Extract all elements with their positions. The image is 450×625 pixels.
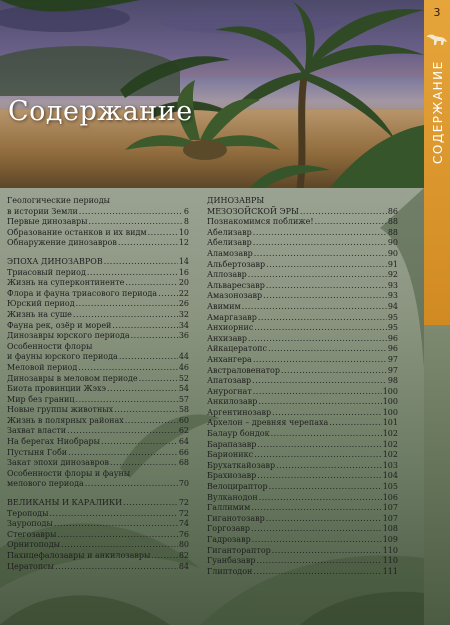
- toc-leader-dots: [257, 471, 382, 482]
- toc-entry-page: 92: [387, 270, 398, 280]
- toc-leader-dots: [266, 514, 382, 525]
- toc-entry[interactable]: [207, 482, 398, 493]
- toc-leader-dots: [242, 302, 387, 313]
- toc-entry-page: 72: [178, 498, 189, 508]
- toc-entry-page: 101: [382, 418, 398, 428]
- toc-leader-dots: [78, 363, 178, 374]
- toc-entry-title: Стегозавры: [7, 529, 57, 539]
- toc-entry-page: 108: [382, 524, 398, 534]
- toc-leader-dots: [258, 313, 387, 324]
- toc-leader-dots: [258, 397, 381, 408]
- section-side-tab: [424, 0, 450, 325]
- toc-leader-dots: [131, 331, 178, 342]
- toc-entry[interactable]: [207, 408, 398, 419]
- toc-leader-dots: [263, 291, 387, 302]
- toc-entry-title: Велоцираптор: [207, 482, 268, 492]
- toc-leader-dots: [55, 562, 178, 573]
- toc-entry-title: Биота провинции Жэхэ: [7, 384, 107, 394]
- toc-entry[interactable]: [207, 387, 398, 398]
- toc-entry-page: 110: [382, 545, 398, 555]
- toc-leader-dots: [112, 321, 177, 332]
- toc-entry-page: 54: [178, 384, 189, 394]
- toc-entry-title: Цератопсы: [7, 561, 55, 571]
- toc-entry-title: Вулканодон: [207, 492, 258, 502]
- toc-leader-dots: [67, 426, 178, 437]
- toc-entry[interactable]: [7, 551, 189, 562]
- toc-entry-title: Закат эпохи динозавров: [7, 458, 109, 468]
- toc-entry-title: МЕЗОЗОЙСКОЙ ЭРЫ: [207, 206, 299, 216]
- toc-entry-page: 62: [178, 426, 189, 436]
- toc-leader-dots: [107, 384, 178, 395]
- toc-entry-title: Брахиозавр: [207, 471, 257, 481]
- toc-leader-dots: [315, 217, 387, 228]
- toc-leader-dots: [329, 418, 381, 429]
- toc-entry[interactable]: [7, 395, 189, 406]
- toc-entry-page: 6: [183, 206, 189, 216]
- toc-leader-dots: [268, 344, 387, 355]
- toc-entry-title: Образование останков и их видм: [7, 227, 147, 237]
- page-number: 3: [433, 6, 441, 19]
- toc-leader-dots: [253, 387, 382, 398]
- toc-entry[interactable]: [207, 249, 398, 260]
- toc-entry-title: Архелон – древняя черепаха: [207, 418, 329, 428]
- toc-entry-title: ВЕЛИКАНЫ И КАРАЛИКИ: [7, 498, 123, 508]
- toc-entry-title: Авимим: [207, 301, 241, 311]
- toc-leader-dots: [148, 228, 178, 239]
- toc-entry-page: 95: [387, 312, 398, 322]
- toc-entry-page: 82: [178, 551, 189, 560]
- toc-entry[interactable]: [207, 546, 398, 557]
- toc-entry-page: 98: [387, 376, 398, 386]
- dinosaur-icon: [426, 30, 448, 46]
- toc-entry-title: Горгозавр: [207, 524, 250, 534]
- toc-entry[interactable]: [7, 299, 189, 310]
- toc-leader-dots: [151, 551, 177, 562]
- toc-entry[interactable]: [207, 556, 398, 567]
- toc-leader-dots: [252, 376, 387, 387]
- toc-entry[interactable]: [7, 509, 189, 520]
- toc-entry-page: 20: [178, 278, 189, 288]
- toc-entry-page: 90: [387, 248, 398, 258]
- toc-entry-page: 76: [178, 529, 189, 539]
- toc-entry-title: Австраловенатор: [207, 365, 280, 375]
- toc-entry[interactable]: [7, 278, 189, 289]
- toc-entry[interactable]: [7, 207, 189, 218]
- toc-leader-dots: [254, 323, 386, 334]
- toc-leader-dots: [68, 448, 178, 459]
- toc-entry[interactable]: [207, 397, 398, 408]
- toc-entry-title: Апатозавр: [207, 376, 252, 386]
- toc-entry-title: Жизнь на суперконтиненте: [7, 278, 125, 288]
- toc-leader-dots: [123, 498, 178, 509]
- toc-leader-dots: [256, 556, 381, 567]
- toc-entry-page: 10: [178, 227, 189, 237]
- toc-leader-dots: [54, 519, 178, 530]
- toc-entry-title: Юрский период: [7, 299, 75, 309]
- toc-entry[interactable]: [7, 331, 189, 342]
- toc-entry-title: Мир без границ: [7, 394, 75, 404]
- toc-entry-page: 14: [178, 256, 189, 266]
- toc-entry[interactable]: [207, 260, 398, 271]
- toc-entry-page: 32: [178, 309, 189, 319]
- toc-entry-title: Триасовый период: [7, 267, 86, 277]
- toc-leader-dots: [253, 238, 387, 249]
- toc-entry[interactable]: [207, 567, 398, 578]
- toc-entry-page: 93: [387, 280, 398, 290]
- toc-leader-dots: [266, 260, 387, 271]
- toc-entry-title: Пустыня Гоби: [7, 447, 68, 457]
- toc-entry-page: 91: [387, 259, 398, 269]
- toc-entry[interactable]: [207, 334, 398, 345]
- toc-entry[interactable]: [7, 228, 189, 239]
- toc-entry[interactable]: [7, 238, 189, 249]
- toc-leader-dots: [118, 238, 178, 249]
- toc-entry[interactable]: [7, 384, 189, 395]
- toc-leader-dots: [85, 479, 178, 490]
- toc-entry-page: 93: [387, 291, 398, 301]
- toc-entry-title: Динозавры юрского периода: [7, 331, 130, 341]
- toc-entry-title: Познакомимся поближе!: [207, 217, 314, 227]
- toc-leader-dots: [271, 429, 382, 440]
- toc-entry[interactable]: [207, 238, 398, 249]
- toc-right-column: [207, 196, 398, 577]
- toc-entry-title: Флора и фауна триасового периода: [7, 288, 158, 298]
- toc-entry-page: 100: [382, 397, 398, 407]
- toc-entry-title: Анхизавр: [207, 333, 247, 343]
- toc-entry-page: 97: [387, 365, 398, 375]
- toc-entry-page: 66: [178, 447, 189, 457]
- toc-entry-title: Орнитоподы: [7, 540, 61, 550]
- palm-trees-illustration: [0, 0, 424, 188]
- toc-leader-dots: [253, 567, 381, 578]
- toc-entry-page: 68: [178, 458, 189, 468]
- toc-entry-page: 107: [382, 503, 398, 513]
- toc-entry-page: 97: [387, 354, 398, 364]
- toc-entry-title: мелового периода: [7, 479, 84, 489]
- toc-leader-dots: [114, 405, 178, 416]
- toc-entry[interactable]: [7, 426, 189, 437]
- toc-entry-title: Аргентинозавр: [207, 407, 272, 417]
- toc-entry[interactable]: [207, 376, 398, 387]
- toc-gap: [7, 249, 189, 257]
- toc-leader-dots: [253, 228, 387, 239]
- toc-entry[interactable]: [7, 530, 189, 541]
- toc-entry[interactable]: [7, 458, 189, 469]
- toc-entry-page: 95: [387, 323, 398, 333]
- hero-illustration: [0, 0, 450, 188]
- toc-left-column: [7, 196, 189, 572]
- toc-entry[interactable]: [7, 268, 189, 279]
- toc-leader-dots: [57, 530, 177, 541]
- toc-entry[interactable]: [7, 519, 189, 530]
- toc-entry[interactable]: [207, 344, 398, 355]
- toc-entry-page: 60: [178, 415, 189, 425]
- toc-entry-title: Анкилозавр: [207, 397, 258, 407]
- toc-leader-dots: [248, 270, 387, 281]
- toc-entry-page: 46: [178, 362, 189, 372]
- toc-leader-dots: [276, 461, 382, 472]
- toc-entry-page: 88: [387, 227, 398, 237]
- toc-entry-title: Фауна рек, озёр и морей: [7, 320, 112, 330]
- toc-entry-page: 52: [178, 373, 189, 383]
- toc-entry-title: Жизнь на суше: [7, 309, 72, 319]
- toc-entry-page: 111: [382, 566, 398, 576]
- toc-entry[interactable]: [207, 217, 398, 228]
- toc-entry-page: 110: [382, 556, 398, 566]
- toc-entry[interactable]: [7, 437, 189, 448]
- toc-entry-title: Меловой период: [7, 362, 78, 372]
- toc-entry[interactable]: [7, 217, 189, 228]
- toc-leader-dots: [300, 207, 387, 218]
- toc-entry[interactable]: [207, 323, 398, 334]
- toc-leader-dots: [73, 310, 178, 321]
- toc-entry-title: ЭПОХА ДИНОЗАВРОВ: [7, 256, 103, 266]
- toc-entry-page: 100: [382, 386, 398, 396]
- toc-entry-page: 106: [382, 492, 398, 502]
- toc-entry[interactable]: [7, 562, 189, 573]
- toc-entry-title: Первые динозавры: [7, 217, 88, 227]
- toc-entry[interactable]: [7, 352, 189, 363]
- toc-entry-title: Амаргазавр: [207, 312, 257, 322]
- toc-entry[interactable]: [7, 405, 189, 416]
- toc-entry-title: Айкацератопс: [207, 344, 267, 354]
- toc-entry-page: 64: [178, 437, 189, 447]
- toc-leader-dots: [281, 366, 387, 377]
- toc-entry-title: Гигантораптор: [207, 545, 271, 555]
- toc-entry-page: 90: [387, 238, 398, 248]
- foliage-strip: [424, 325, 450, 625]
- toc-entry[interactable]: [7, 498, 189, 509]
- toc-entry-title: Гиганотозавр: [207, 513, 265, 523]
- toc-leader-dots: [252, 535, 382, 546]
- toc-entry-page: 36: [178, 331, 189, 341]
- toc-entry-page: 72: [178, 508, 189, 518]
- toc-entry-title: Амазонозавр: [207, 291, 263, 301]
- toc-leader-dots: [89, 217, 183, 228]
- toc-entry-title: Зауроподы: [7, 519, 53, 529]
- toc-entry[interactable]: [207, 429, 398, 440]
- toc-entry[interactable]: [207, 418, 398, 429]
- toc-entry[interactable]: [207, 355, 398, 366]
- toc-entry[interactable]: [207, 503, 398, 514]
- toc-entry-page: 12: [178, 238, 189, 248]
- toc-entry-page: 102: [382, 439, 398, 449]
- toc-gap: [7, 490, 189, 498]
- toc-entry-page: 44: [178, 352, 189, 362]
- toc-leader-dots: [266, 281, 387, 292]
- toc-entry-title: Брухаткайозавр: [207, 460, 276, 470]
- toc-entry[interactable]: [7, 448, 189, 459]
- toc-leader-dots: [259, 493, 382, 504]
- toc-entry[interactable]: [7, 374, 189, 385]
- toc-entry-title: Анхиорнис: [207, 323, 254, 333]
- toc-leader-dots: [272, 546, 382, 557]
- toc-entry-page: 96: [387, 344, 398, 354]
- toc-leader-dots: [49, 509, 177, 520]
- toc-entry[interactable]: [207, 270, 398, 281]
- toc-entry-title: Балаур бондок: [207, 429, 270, 439]
- toc-leader-dots: [119, 352, 178, 363]
- toc-entry[interactable]: [7, 479, 189, 490]
- toc-entry[interactable]: [7, 257, 189, 268]
- toc-entry[interactable]: [207, 514, 398, 525]
- toc-entry[interactable]: [207, 450, 398, 461]
- toc-entry[interactable]: [207, 313, 398, 324]
- toc-entry[interactable]: [7, 310, 189, 321]
- toc-entry-title: Гадрозавр: [207, 535, 251, 544]
- toc-leader-dots: [257, 440, 381, 451]
- toc-entry[interactable]: [207, 228, 398, 239]
- toc-entry[interactable]: [207, 493, 398, 504]
- toc-leader-dots: [248, 334, 387, 345]
- toc-entry-title: Динозавры в меловом периоде: [7, 373, 138, 383]
- toc-leader-dots: [272, 408, 382, 419]
- toc-entry-title: Аллозавр: [207, 270, 247, 280]
- toc-entry-title: Аламозавр: [207, 248, 253, 258]
- toc-leader-dots: [87, 268, 178, 279]
- toc-leader-dots: [269, 482, 382, 493]
- toc-entry[interactable]: [7, 321, 189, 332]
- toc-leader-dots: [254, 450, 382, 461]
- toc-leader-dots: [125, 278, 177, 289]
- toc-entry[interactable]: [7, 363, 189, 374]
- toc-entry-title: и фауны юрского периода: [7, 352, 118, 362]
- toc-entry-page: 84: [178, 561, 189, 571]
- toc-entry-page: 109: [382, 535, 398, 544]
- toc-entry[interactable]: [7, 416, 189, 427]
- toc-entry-page: 104: [382, 471, 398, 481]
- toc-entry-page: 34: [178, 320, 189, 330]
- toc-entry[interactable]: [207, 281, 398, 292]
- toc-entry-page: 22: [178, 288, 189, 298]
- toc-entry-page: 74: [178, 519, 189, 529]
- toc-entry-title: Гуанбазавр: [207, 556, 256, 566]
- toc-leader-dots: [76, 395, 178, 406]
- toc-entry[interactable]: [207, 440, 398, 451]
- toc-heading-line: ДИНОЗАВРЫ: [207, 196, 265, 205]
- side-section-label: СОДЕРЖАНИЕ: [431, 60, 445, 164]
- toc-leader-dots: [254, 249, 387, 260]
- toc-entry-title: Барапазавр: [207, 439, 257, 449]
- toc-entry-page: 102: [382, 429, 398, 439]
- toc-entry-page: 16: [178, 267, 189, 277]
- toc-leader-dots: [101, 437, 178, 448]
- toc-entry-page: 70: [178, 479, 189, 489]
- toc-leader-dots: [125, 416, 178, 427]
- toc-entry[interactable]: [207, 366, 398, 377]
- toc-entry-page: 58: [178, 405, 189, 415]
- toc-entry-page: 88: [387, 217, 398, 227]
- page-title: Содержание: [8, 96, 193, 127]
- toc-entry-title: Альбертозавр: [207, 259, 266, 269]
- toc-leader-dots: [253, 355, 387, 366]
- toc-entry-title: Анурогнат: [207, 386, 252, 396]
- toc-heading-line: Геологические периоды: [7, 196, 111, 205]
- toc-entry-page: 94: [387, 301, 398, 311]
- toc-entry[interactable]: [207, 291, 398, 302]
- toc-entry-title: Пахицефалозавры и анкилозавры: [7, 551, 151, 560]
- toc-entry[interactable]: [7, 540, 189, 551]
- toc-leader-dots: [110, 458, 178, 469]
- toc-entry[interactable]: [207, 207, 398, 218]
- toc-leader-dots: [158, 289, 178, 300]
- toc-entry-page: 86: [387, 206, 398, 216]
- toc-leader-dots: [139, 374, 178, 385]
- toc-entry[interactable]: [7, 289, 189, 300]
- toc-entry-page: 100: [382, 407, 398, 417]
- toc-entry-title: в истории Земли: [7, 206, 78, 216]
- toc-leader-dots: [76, 299, 178, 310]
- toc-leader-dots: [251, 524, 382, 535]
- toc-entry-title: Тероподы: [7, 508, 49, 518]
- toc-entry-page: 80: [178, 540, 189, 550]
- toc-entry-page: 96: [387, 333, 398, 343]
- toc-entry[interactable]: [207, 302, 398, 313]
- toc-entry-title: Новые группы животных: [7, 405, 114, 415]
- toc-entry-page: 107: [382, 513, 398, 523]
- toc-entry-title: Галлимим: [207, 503, 251, 513]
- toc-entry-page: 102: [382, 450, 398, 460]
- toc-leader-dots: [79, 207, 183, 218]
- toc-entry-title: Обнаружение динозавров: [7, 238, 117, 248]
- toc-entry-page: 57: [178, 394, 189, 404]
- toc-entry-title: Анхангера: [207, 354, 252, 364]
- toc-entry[interactable]: [207, 535, 398, 546]
- toc-entry-title: Абелизавр: [207, 238, 252, 248]
- toc-entry-page: 103: [382, 460, 398, 470]
- toc-heading-line: Особенности флоры: [7, 341, 93, 351]
- toc-leader-dots: [61, 540, 178, 551]
- toc-leader-dots: [251, 503, 381, 514]
- toc-leader-dots: [104, 257, 178, 268]
- toc-entry-title: Жизнь в полярных районах: [7, 415, 124, 425]
- toc-entry[interactable]: [207, 471, 398, 482]
- toc-entry-page: 26: [178, 299, 189, 309]
- toc-entry-title: На берегах Ниобрары: [7, 437, 101, 447]
- toc-entry-title: Захват власти: [7, 426, 67, 436]
- toc-entry-title: Абелизавр: [207, 227, 252, 237]
- toc-entry-page: 105: [382, 482, 398, 492]
- toc-entry-title: Барионикс: [207, 450, 254, 460]
- toc-entry-title: Глиптодон: [207, 566, 253, 576]
- toc-entry-page: 8: [183, 217, 189, 227]
- toc-heading-line: Особенности флоры и фауны: [7, 468, 131, 478]
- toc-entry[interactable]: [207, 461, 398, 472]
- toc-entry[interactable]: [207, 524, 398, 535]
- toc-entry-title: Альваресзавр: [207, 280, 265, 290]
